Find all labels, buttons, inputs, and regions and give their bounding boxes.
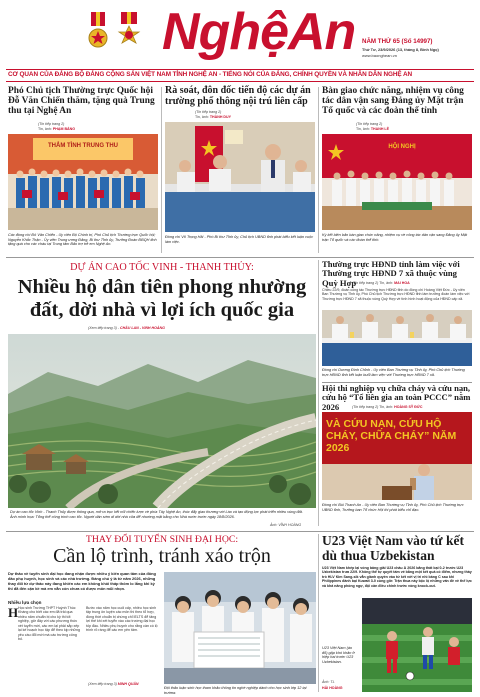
lead-kicker: DỰ ÁN CAO TỐC VINH - THANH THỦY: bbox=[70, 262, 254, 273]
story-body: Chiều 22/9, đoàn công tác Thường trực HĐND tỉnh do đồng chí Hoàng Việt Đức - Ủy viên Ban Thường vụ Tỉnh ủy, Phó Chủ tịch Thường trực HĐND tỉnh làm trưởng đoàn làm việc với Thường trực HĐND 7 xã thuộc vùng Quỳ Hợp về tình hình hoạt động của HĐND cấp xã. bbox=[322, 288, 470, 301]
column-divider bbox=[318, 260, 319, 526]
handover-photo bbox=[322, 134, 472, 230]
feature-byline: (Xem tiếp trang 3) MINH QUÂN bbox=[88, 682, 139, 686]
photo-caption: Ký kết biên bản bàn giao chức năng, nhiệm vụ về công tác dân vận sang Đảng ủy Mặt trận Tổ quốc và các đoàn thể tỉnh. bbox=[322, 233, 468, 242]
photo-caption: Đội thảo luận sinh học tham khảo thông tin nghề nghiệp dành cho học sinh lớp 12 tại trường. bbox=[164, 686, 307, 694]
story-continued: (Tin tiếp trang 2) bbox=[195, 110, 222, 114]
masthead-rule-top bbox=[6, 69, 474, 70]
expressway-photo bbox=[8, 334, 316, 508]
feature-kicker: THAY ĐỔI TUYỂN SINH ĐẠI HỌC: bbox=[85, 534, 239, 545]
meeting-photo bbox=[165, 122, 315, 232]
story-headline[interactable]: Phó Chủ tịch Thường trực Quốc hội Đỗ Văn Chiến thăm, tặng quà Trung thu tại Nghệ An bbox=[8, 86, 155, 117]
story-byline: Tin, ảnh: PHẠM BẰNG bbox=[38, 127, 76, 131]
right-story-1[interactable] bbox=[322, 260, 472, 380]
story-headline[interactable]: Bàn giao chức năng, nhiệm vụ công tác dân vận sang Đảng ủy Mặt trận Tổ quốc và các đoàn thể tỉnh bbox=[322, 86, 464, 117]
feature-byline: HẢI HOÀNG bbox=[322, 686, 343, 690]
lead-photo-credit: Ảnh: VĨNH HOÀNG bbox=[270, 523, 302, 527]
trung-thu-photo bbox=[8, 134, 158, 230]
trung-thu-banner: THẮM TÌNH TRUNG THU bbox=[48, 143, 118, 149]
photo-banner-text: HỘI NGHỊ bbox=[388, 144, 416, 150]
photo-credit: Ảnh: TL bbox=[322, 680, 335, 684]
feature-body-1: Học sinh Trường THPT Huỳnh Thúc Kháng cho biết các em đã trải qua nhiều năm chuẩn bị cho kỳ thi tốt nghiệp, giờ đây với các phương thức xét tuyển mới, các em lại phải sắp xếp lại kế hoạch học tập để theo kịp những yêu cầu đổi mới mà các trường công bố. bbox=[18, 606, 80, 642]
column-divider bbox=[318, 534, 319, 692]
feature-headline[interactable]: U23 Việt Nam vào tứ kết dù thua Uzbekistan bbox=[322, 533, 464, 563]
story-continued: (Tin tiếp trang 2) bbox=[356, 122, 383, 126]
hdnd-photo bbox=[322, 310, 472, 366]
story-byline: (Tin tiếp trang 2) Tin, ảnh: HOÀNG SỸ ĐỨC bbox=[352, 405, 423, 409]
fire-drill-photo bbox=[322, 412, 472, 500]
story-headline[interactable]: Rà soát, đôn đốc tiến độ các dự án trường phổ thông nội trú liên cấp bbox=[165, 85, 311, 107]
story-headline[interactable]: Thường trực HĐND tỉnh làm việc với Thường trực HĐND 7 xã thuộc vùng Quỳ Hợp bbox=[322, 259, 460, 288]
football-photo bbox=[362, 598, 472, 692]
issue-number: NĂM THỨ 65 (Số 14997) bbox=[362, 38, 433, 45]
top-story-2[interactable] bbox=[165, 86, 315, 256]
lead-byline: (Xem tiếp trang 3) - CHÂU LAN - VINH HOÀNG bbox=[88, 326, 165, 330]
section-divider bbox=[6, 531, 474, 532]
photo-caption: Các đồng chí Đỗ Văn Chiến - Ủy viên Bộ Chính trị, Phó Chủ tịch Thường trực Quốc hội; Nguyễn Khắc Thận - Ủy viên Trung ương Đảng, Bí thư Tỉnh ủy, Trưởng Đoàn ĐBQH tỉnh tặng quà cho các cháu tại Trung tâm Bảo trợ trẻ em Nghệ An. bbox=[8, 233, 157, 247]
masthead bbox=[0, 0, 480, 84]
website-link[interactable]: www.baonghean.vn bbox=[362, 53, 397, 58]
order-medal-icon bbox=[116, 12, 142, 56]
photo-caption: U23 Việt Nam (áo đỏ) gặp khó khăn ở hiệp hai trước U23 Uzbekistan. bbox=[322, 646, 355, 665]
top-story-3[interactable] bbox=[322, 86, 472, 256]
feature-headline[interactable]: Cần lộ trình, tránh xáo trộn bbox=[53, 545, 271, 567]
right-feature[interactable] bbox=[322, 534, 472, 694]
students-photo bbox=[164, 572, 316, 684]
photo-caption: Đồng chí Bùi Thanh An - Ủy viên Ban Thường vụ Tỉnh ủy, Phó Chủ tịch Thường trực UBND tỉnh, Trưởng ban Tổ chức Hội thi phát biểu chỉ đạo. bbox=[322, 503, 464, 512]
top-story-1[interactable] bbox=[8, 86, 158, 256]
photo-caption: Đồng chí Dương Đình Chỉnh - Ủy viên Ban Thường vụ Tỉnh ủy, Phó Chủ tịch Thường trực HĐND tỉnh kết luận buổi làm việc với Thường trực HĐND 7 xã. bbox=[322, 368, 465, 377]
story-byline: Tin, ảnh: THÀNH DUY bbox=[195, 115, 232, 119]
masthead-title: NghệAn bbox=[162, 3, 356, 61]
star-medal-icon bbox=[87, 12, 109, 56]
dropcap-letter: H bbox=[8, 605, 19, 620]
lead-story[interactable] bbox=[8, 260, 316, 530]
right-story-2[interactable] bbox=[322, 384, 472, 530]
section-divider bbox=[6, 257, 474, 258]
lead-headline[interactable]: Nhiều hộ dân tiên phong nhường đất, dời nhà vì lợi ích quốc gia bbox=[17, 276, 307, 321]
issue-date: Thứ Tư, 23/9/2026 (13, tháng 8, Bính Ngọ) bbox=[362, 47, 439, 52]
story-byline: Tin, ảnh: THANH LÊ bbox=[356, 127, 390, 131]
column-divider bbox=[161, 87, 162, 253]
photo-caption: Đồng chí Võ Trọng Hải - Phó Bí thư Tỉnh ủy, Chủ tịch UBND tỉnh phát biểu kết luận cuộc làm việc. bbox=[165, 235, 314, 244]
masthead-rule-bottom bbox=[6, 81, 474, 82]
feature-subhead: Nhiều lựa chọn bbox=[8, 600, 42, 605]
feature-lede: Dự thảo về tuyển sinh đại học đang nhận được nhiều ý kiến quan tâm của đông đảo phụ huynh, học sinh và các nhà trường. Đáng chú ý là từ năm 2026, những thay đổi từ dự thảo này đang khiến các em không khỏi thấp thỏm lo lắng khi kỳ thi đã đến cận kề mà em vẫn còn chưa có được môn mũi nhọn. bbox=[8, 572, 156, 591]
lead-caption: Dự án cao tốc Vinh - Thanh Thủy được thông qua, mở ra trục kết nối chiến lược về phía Tây Nghệ An, thúc đẩy giao thương với Lào và tạo động lực phát triển nhiều vùng đất. Ảnh minh họa: Tổng thể công trình cao tốc. Người dân sớm di dời nhà cửa để nhường mặt bằng cho Nhà nước trước ngày 18/8/2026. bbox=[10, 510, 303, 519]
column-divider bbox=[318, 87, 319, 253]
story-byline: (Tin tiếp trang 2) Tin, ảnh: MAI HOA bbox=[352, 281, 410, 285]
fire-drill-banner: VÀ CỨU NẠN, CỨU HỘ CHÁY, CHỮA CHÁY” NĂM 2026 bbox=[326, 418, 457, 455]
feature-body-2: Bước vào năm học cuối cấp, nhiều học sinh tập trung ôn luyện các môn thi theo tổ hợp, đồng thời chuẩn bị chứng chỉ IELTS để tăng lợi thế khi xét tuyển vào các trường đại học tốp đầu. Nhiều phụ huynh cho rằng cần có lộ trình rõ ràng để các em yên tâm. bbox=[86, 606, 158, 633]
masthead-tagline: CƠ QUAN CỦA ĐẢNG BỘ ĐẢNG CỘNG SẢN VIỆT NAM TỈNH NGHỆ AN - TIẾNG NÓI CỦA ĐẢNG, CHÍNH QUYỀN VÀ NHÂN DÂN NGHỆ AN bbox=[8, 71, 413, 78]
left-feature[interactable] bbox=[8, 534, 316, 694]
story-continued: (Tin tiếp trang 2) bbox=[38, 122, 65, 126]
feature-body: U23 Việt Nam khép lại vòng bảng giải U23 châu Á 2026 bằng thất bại 0-2 trước U23 Uzbekistan trưa 22/9. Không thể tự quyết tấm vé bằng một kết quả có điểm, nhưng thầy trò HLV Kim Sang-sik vẫn giành quyền vào tứ kết với vị trí nhì bảng C sau khi Philippines đánh bại Kuwait 3-0 cùng giờ. Trận thua này bộc lộ những vấn đề về thể lực và khả năng phòng ngự, đội cần điều chỉnh trước vòng knock-out. bbox=[322, 566, 472, 588]
story-headline[interactable]: Hội thi nghiệp vụ chữa cháy và cứu nạn, cứu hộ “Tổ liên gia an toàn PCCC” năm 2026 bbox=[322, 383, 471, 412]
